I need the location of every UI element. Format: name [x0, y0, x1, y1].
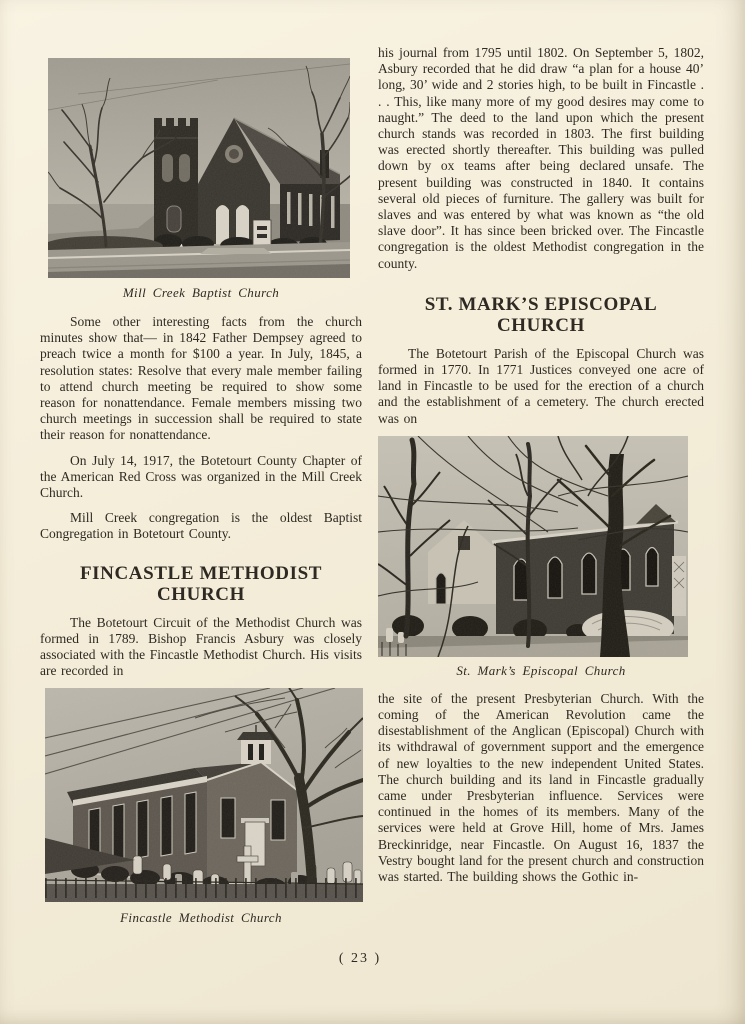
paragraph-botetourt-parish: The Botetourt Parish of the Episcopal Church was formed in 1770. In 1771 Justices conveyed one acre of land in Fincastle to be used for the erection of a church and the establishment of a cemetery. The church erected was on: [378, 345, 704, 426]
heading-st-marks-episcopal: [378, 294, 704, 336]
paragraph-red-cross: On July 14, 1917, the Botetourt County Chapter of the American Red Cross was organized in the Mill Creek Church.: [40, 452, 362, 501]
heading-line-2: CHURCH: [156, 583, 246, 605]
heading-line-2: CHURCH: [496, 314, 586, 336]
photo-caption-st-marks: St. Mark’s Episcopal Church: [456, 662, 626, 678]
st-marks-episcopal-church-photo: [378, 436, 704, 657]
fincastle-methodist-church-photo: [45, 688, 362, 902]
paragraph-asbury-journal: his journal from 1795 until 1802. On September 5, 1802, Asbury recorded that he did draw “a plan for a house 40’ long, 30’ wide and 2 stories high, to be built in Fincastle . . . This, like many more of my good desires may come to naught.” The deed to the land upon which the present church stands was recorded in 1803. The first building was erected shortly thereafter. This building was pulled down by ox teams after being declared unsafe. The present building was constructed in 1840. It contains several old pieces of furniture. The gallery was built for slaves and was entered by what was known as “the old slave door”. It has since been bricked over. The Fincastle congregation is the oldest Methodist congregation in the county.: [378, 45, 704, 271]
photo-caption-fincastle: Fincastle Methodist Church: [120, 910, 282, 926]
photo-caption-mill-creek: Mill Creek Baptist Church: [122, 285, 280, 300]
right-column: [378, 45, 704, 894]
st-marks-photo-illustration: [378, 436, 688, 657]
paragraph-presbyterian-site: the site of the present Presbyterian Church. With the coming of the American Revolution came the disestablishment of the Anglican (Episcopal) Church with its withdrawal of government support and the emergence of new loyalties to the new independent United States. The church building and its land in Fincastle gradually came under Presbyterian influence. Services were continued in the homes of its members. Many of the services were held at Grove Hill, home of Mrs. James Breckinridge, near Fincastle. On August 16, 1837 the Vestry bought land for the present church and construction was started. The building shows the Gothic in-: [378, 690, 705, 885]
heading-line-1: FINCASTLE METHODIST: [79, 562, 323, 584]
paragraph-botetourt-circuit: The Botetourt Circuit of the Methodist Church was formed in 1789. Bishop Francis Asbury was closely associated with the Fincastle Methodist Church. His visits are recorded in: [40, 614, 362, 679]
heading-line-1: ST. MARK’S EPISCOPAL: [424, 293, 658, 315]
paragraph-oldest-baptist: Mill Creek congregation is the oldest Baptist Congregation in Botetourt County.: [40, 510, 362, 542]
left-column: [40, 58, 362, 926]
heading-fincastle-methodist: [40, 563, 362, 605]
mill-creek-photo-illustration: [48, 58, 350, 278]
mill-creek-baptist-church-photo: [48, 58, 362, 278]
paragraph-church-minutes: Some other interesting facts from the church minutes show that— in 1842 Father Dempsey agreed to preach twice a month for $100 a year. In July, 1845, a resolution states: Resolve that every male member failing to attend church meeting be required to show some reason for nonattendance. Female members missing two church meetings in succession shall be required to state their reason for nonattendance.: [40, 314, 362, 443]
page-number: ( 23 ): [338, 951, 382, 966]
fincastle-photo-illustration: [45, 688, 363, 902]
